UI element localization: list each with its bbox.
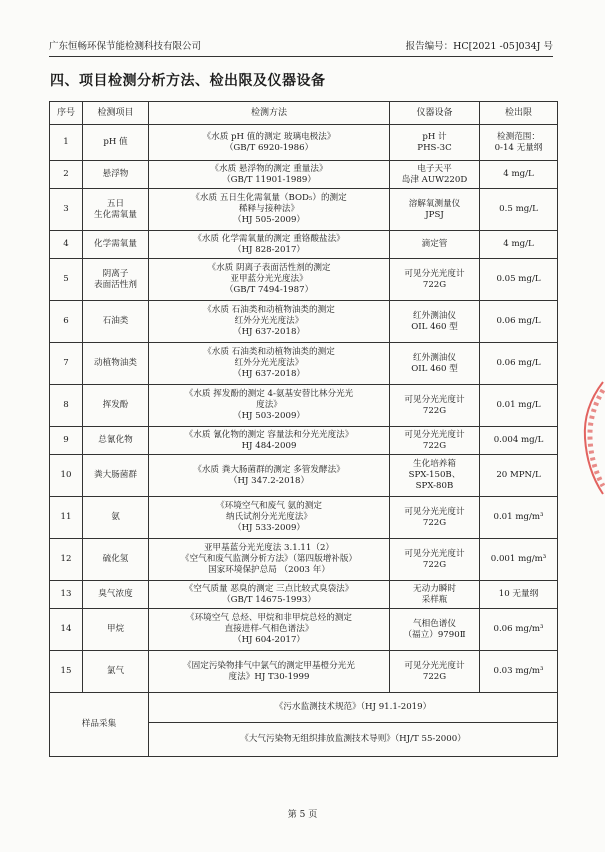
test-method: 《水质 粪大肠菌群的测定 多管发酵法》 （HJ 347.2-2018）: [149, 455, 390, 497]
detection-limit: 0.06 mg/m³: [480, 609, 558, 651]
test-method: 《水质 阴离子表面活性剂的测定 亚甲蓝分光光度法》 （GB/T 7494-1987）: [149, 259, 390, 301]
detection-limit: 4 mg/L: [480, 231, 558, 259]
table-row: [50, 343, 558, 385]
table-row: [50, 539, 558, 581]
company-name: 广东恒畅环保节能检测科技有限公司: [49, 41, 202, 52]
test-item: 硫化氢: [83, 539, 149, 581]
test-method: 《环境空气 总烃、甲烷和非甲烷总烃的测定 直接进样-气相色谱法》 （HJ 604-2017）: [149, 609, 390, 651]
row-number: 1: [50, 125, 83, 161]
detection-limit: 0.01 mg/m³: [480, 497, 558, 539]
table-header-row: [50, 102, 558, 125]
row-number: 13: [50, 581, 83, 609]
row-number: 12: [50, 539, 83, 581]
detection-limit: 0.03 mg/m³: [480, 651, 558, 693]
detection-limit: 检测范围： 0-14 无量纲: [480, 125, 558, 161]
test-method: 《水质 悬浮物的测定 重量法》 （GB/T 11901-1989）: [149, 161, 390, 189]
red-seal-stamp: [577, 378, 605, 498]
test-method: 《水质 挥发酚的测定 4-氨基安替比林分光光 度法》 （HJ 503-2009）: [149, 385, 390, 427]
row-number: 10: [50, 455, 83, 497]
header-method: 检测方法: [149, 102, 390, 125]
section-title: 四、项目检测分析方法、检出限及仪器设备: [50, 73, 326, 89]
page-number: 第 5 页: [287, 810, 318, 820]
instrument: 滴定管: [390, 231, 480, 259]
detection-limit: 0.06 mg/L: [480, 301, 558, 343]
row-number: 9: [50, 427, 83, 455]
test-method: 《水质 石油类和动植物油类的测定 红外分光光度法》 （HJ 637-2018）: [149, 301, 390, 343]
sampling-standard-water: 《污水监测技术规范》（HJ 91.1-2019）: [149, 693, 558, 723]
instrument: 无动力瞬时 采样瓶: [390, 581, 480, 609]
table-row: [50, 427, 558, 455]
header-no: 序号: [50, 102, 83, 125]
row-number: 7: [50, 343, 83, 385]
detection-limit: 0.01 mg/L: [480, 385, 558, 427]
test-item: 五日 生化需氧量: [83, 189, 149, 231]
table-row: [50, 259, 558, 301]
detection-limit: 10 无量纲: [480, 581, 558, 609]
sampling-label: 样品采集: [50, 693, 149, 757]
table-row: [50, 161, 558, 189]
table-row: [50, 125, 558, 161]
detection-limit: 0.004 mg/L: [480, 427, 558, 455]
header-divider: [49, 56, 553, 57]
test-method: 《水质 pH 值的测定 玻璃电极法》 （GB/T 6920-1986）: [149, 125, 390, 161]
sampling-standard-air: 《大气污染物无组织排放监测技术导则》（HJ/T 55-2000）: [149, 723, 558, 757]
instrument: 气相色谱仪 （福立）9790Ⅱ: [390, 609, 480, 651]
table-row: [50, 385, 558, 427]
test-method: 《空气质量 恶臭的测定 三点比较式臭袋法》 （GB/T 14675-1993）: [149, 581, 390, 609]
test-method: 亚甲基蓝分光光度法 3.1.11（2） 《空气和废气监测分析方法》（第四版增补版） 国家环境保护总局 （2003 年）: [149, 539, 390, 581]
header-equipment: 仪器设备: [390, 102, 480, 125]
test-method: 《环境空气和废气 氨的测定 纳氏试剂分光光度法》 （HJ 533-2009）: [149, 497, 390, 539]
instrument: 可见分光光度计 722G: [390, 427, 480, 455]
detection-limit: 4 mg/L: [480, 161, 558, 189]
methods-table: [49, 101, 558, 757]
table-row: [50, 231, 558, 259]
row-number: 8: [50, 385, 83, 427]
test-item: 动植物油类: [83, 343, 149, 385]
instrument: 生化培养箱 SPX-150B、 SPX-80B: [390, 455, 480, 497]
test-item: 氯气: [83, 651, 149, 693]
test-item: 化学需氧量: [83, 231, 149, 259]
report-number: 报告编号：HC[2021 -05]034J 号: [405, 41, 553, 52]
test-item: 总氰化物: [83, 427, 149, 455]
table-row: [50, 497, 558, 539]
detection-limit: 0.5 mg/L: [480, 189, 558, 231]
row-number: 14: [50, 609, 83, 651]
instrument: pH 计 PHS-3C: [390, 125, 480, 161]
test-item: 石油类: [83, 301, 149, 343]
row-number: 15: [50, 651, 83, 693]
detection-limit: 0.001 mg/m³: [480, 539, 558, 581]
test-method: 《固定污染物排气中氯气的测定甲基橙分光光 度法》HJ T30-1999: [149, 651, 390, 693]
test-method: 《水质 氰化物的测定 容量法和分光光度法》 HJ 484-2009: [149, 427, 390, 455]
row-number: 5: [50, 259, 83, 301]
detection-limit: 20 MPN/L: [480, 455, 558, 497]
table-row: [50, 651, 558, 693]
instrument: 红外测油仪 OIL 460 型: [390, 343, 480, 385]
instrument: 可见分光光度计 722G: [390, 497, 480, 539]
table-row: [50, 609, 558, 651]
row-number: 11: [50, 497, 83, 539]
row-number: 4: [50, 231, 83, 259]
test-method: 《水质 化学需氧量的测定 重铬酸盐法》 （HJ 828-2017）: [149, 231, 390, 259]
row-number: 2: [50, 161, 83, 189]
instrument: 可见分光光度计 722G: [390, 385, 480, 427]
header-item: 检测项目: [83, 102, 149, 125]
instrument: 可见分光光度计 722G: [390, 259, 480, 301]
page-header: [49, 38, 553, 54]
test-item: 臭气浓度: [83, 581, 149, 609]
test-method: 《水质 石油类和动植物油类的测定 红外分光光度法》 （HJ 637-2018）: [149, 343, 390, 385]
detection-limit: 0.06 mg/L: [480, 343, 558, 385]
table-row: [50, 189, 558, 231]
table-row: [50, 301, 558, 343]
instrument: 红外测油仪 OIL 460 型: [390, 301, 480, 343]
instrument: 电子天平 岛津 AUW220D: [390, 161, 480, 189]
test-item: 粪大肠菌群: [83, 455, 149, 497]
instrument: 溶解氧测量仪 JPSJ: [390, 189, 480, 231]
instrument: 可见分光光度计 722G: [390, 651, 480, 693]
row-number: 6: [50, 301, 83, 343]
test-method: 《水质 五日生化需氧量（BOD₅）的测定 稀释与接种法》 （HJ 505-2009）: [149, 189, 390, 231]
test-item: 甲烷: [83, 609, 149, 651]
detection-limit: 0.05 mg/L: [480, 259, 558, 301]
test-item: 挥发酚: [83, 385, 149, 427]
test-item: pH 值: [83, 125, 149, 161]
instrument: 可见分光光度计 722G: [390, 539, 480, 581]
header-limit: 检出限: [480, 102, 558, 125]
row-number: 3: [50, 189, 83, 231]
table-row: [50, 581, 558, 609]
test-item: 悬浮物: [83, 161, 149, 189]
sampling-row: [50, 693, 558, 723]
test-item: 阴离子 表面活性剂: [83, 259, 149, 301]
table-row: [50, 455, 558, 497]
test-item: 氨: [83, 497, 149, 539]
